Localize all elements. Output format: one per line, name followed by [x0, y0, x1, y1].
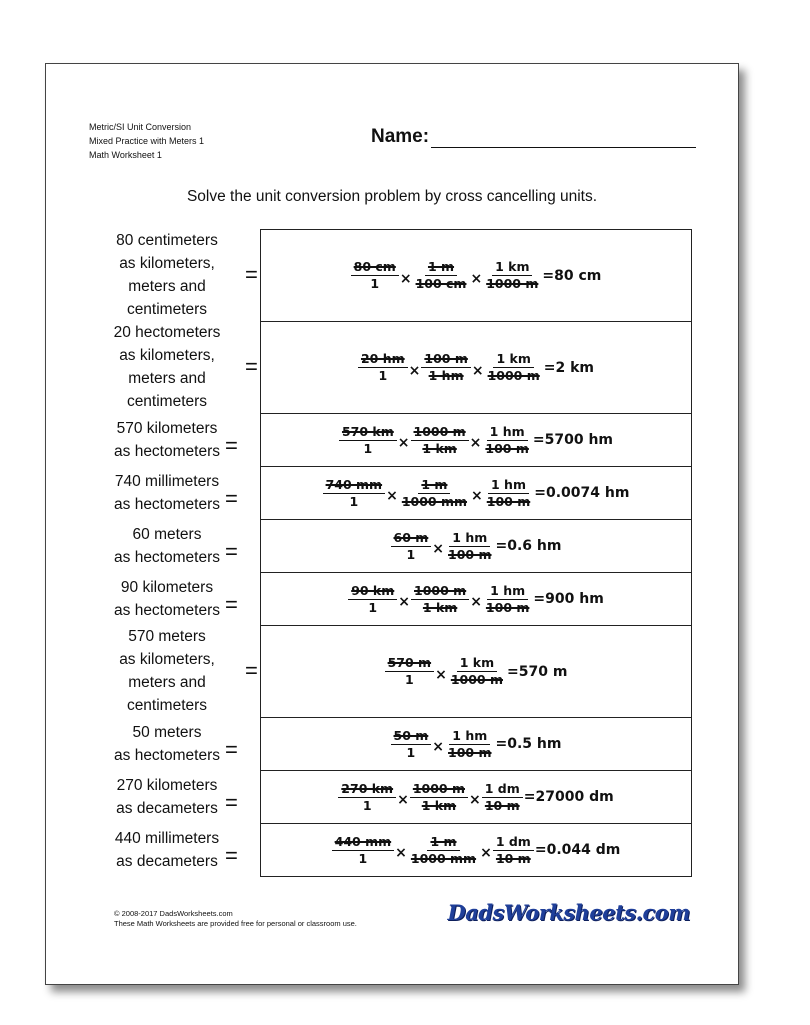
fraction-denominator: 1000 mm: [401, 493, 468, 509]
solution-box: [260, 229, 692, 322]
times-operator: ×: [471, 488, 483, 504]
fraction-numerator: 80 cm: [351, 259, 399, 276]
question-line: as decameters: [116, 852, 218, 870]
fraction-denominator: 100 cm: [415, 276, 467, 291]
question-line: centimeters: [126, 697, 208, 714]
problem-row: [46, 572, 738, 625]
solution-expression: [351, 259, 602, 292]
equals-sign: =: [225, 591, 238, 617]
solution-result: =2 km: [543, 359, 595, 376]
problem-question: [101, 321, 233, 413]
fraction-numerator: 100 m: [421, 351, 470, 368]
fraction: [482, 781, 523, 814]
question-line: 80 centimeters: [116, 232, 218, 249]
problem-question: [101, 576, 233, 622]
question-line: as kilometers,: [119, 651, 215, 668]
fraction-denominator: 10 m: [484, 797, 520, 813]
times-operator: ×: [397, 792, 409, 808]
fraction: [445, 530, 494, 563]
times-operator: ×: [432, 739, 445, 755]
equals-sign: =: [225, 538, 238, 564]
solution-box: [260, 625, 692, 718]
problem-question: [101, 721, 233, 767]
fraction-numerator: 1 m: [418, 477, 450, 494]
solution-result: =0.044 dm: [534, 842, 621, 858]
fraction: [408, 834, 479, 867]
fraction: [421, 351, 470, 384]
problem-row: [46, 229, 738, 321]
equals-sign: =: [225, 485, 238, 511]
solution-result: =5700 hm: [532, 432, 614, 448]
meta-line: Metric/SI Unit Conversion: [89, 122, 192, 132]
fraction-denominator: 1: [406, 744, 416, 760]
fraction-denominator: 100 m: [486, 493, 531, 509]
footer-copyright: © 2008-2017 DadsWorksheets.com: [114, 909, 233, 918]
solution-box: [260, 823, 692, 877]
times-operator: ×: [469, 435, 482, 451]
solution-result: =900 hm: [533, 591, 604, 607]
problem-row: [46, 823, 738, 876]
solution-box: [260, 519, 692, 573]
solution-result: =80 cm: [542, 267, 602, 284]
fraction-numerator: 1 km: [493, 351, 533, 368]
solution-result: =0.6 hm: [495, 538, 562, 554]
solution-result: =570 m: [506, 663, 568, 680]
fraction-denominator: 1: [370, 276, 380, 291]
fraction-numerator: 20 hm: [358, 351, 408, 368]
solution-expression: [391, 530, 562, 563]
worksheet-meta: [89, 120, 204, 162]
fraction-numerator: 440 mm: [332, 834, 395, 851]
question-line: 270 kilometers: [116, 776, 218, 794]
solution-expression: [339, 424, 613, 457]
solution-result: =27000 dm: [523, 789, 614, 805]
equals-sign: =: [245, 262, 258, 287]
question-line: 570 meters: [128, 628, 206, 645]
fraction-numerator: 270 km: [338, 781, 396, 798]
times-operator: ×: [435, 666, 447, 683]
fraction: [410, 781, 468, 814]
fraction-numerator: 1 hm: [449, 530, 490, 547]
fraction-numerator: 60 m: [391, 530, 432, 547]
question-line: meters and: [128, 278, 206, 295]
fraction-numerator: 90 km: [348, 583, 397, 600]
fraction-numerator: 740 mm: [323, 477, 386, 494]
problem-question: [101, 417, 233, 463]
solution-expression: [332, 834, 621, 867]
equals-sign: =: [225, 432, 238, 458]
fraction-numerator: 570 km: [339, 424, 397, 441]
question-line: 60 meters: [132, 525, 202, 543]
fraction: [323, 477, 386, 510]
problem-row: [46, 519, 738, 572]
problem-question: [101, 774, 233, 820]
footer: [114, 909, 357, 929]
solution-expression: [323, 477, 630, 510]
name-line: [431, 129, 696, 148]
fraction: [348, 583, 397, 616]
meta-line: Mixed Practice with Meters 1: [89, 136, 205, 146]
solution-box: [260, 717, 692, 771]
solution-expression: [338, 781, 613, 814]
times-operator: ×: [386, 488, 398, 504]
fraction-denominator: 100 m: [485, 599, 530, 615]
solution-result: =0.0074 hm: [534, 485, 630, 501]
fraction-numerator: 570 m: [385, 655, 434, 672]
fraction: [484, 477, 533, 510]
equals-sign: =: [245, 658, 258, 683]
times-operator: ×: [471, 362, 484, 379]
fraction-denominator: 1: [378, 368, 388, 383]
fraction-denominator: 1 km: [421, 797, 457, 813]
problem-question: [101, 827, 233, 873]
question-line: as hectometers: [114, 746, 220, 764]
fraction: [391, 530, 432, 563]
times-operator: ×: [470, 270, 483, 287]
equals-sign: =: [225, 736, 238, 762]
fraction-denominator: 1 hm: [428, 368, 464, 383]
fraction: [493, 834, 534, 867]
equals-sign: =: [225, 789, 238, 815]
times-operator: ×: [395, 845, 407, 861]
question-line: meters and: [128, 674, 206, 691]
fraction-denominator: 100 m: [448, 546, 492, 562]
fraction-denominator: 1 km: [422, 440, 457, 456]
problem-question: [101, 229, 233, 321]
fraction: [448, 655, 506, 688]
fraction: [358, 351, 408, 384]
question-line: centimeters: [126, 301, 208, 318]
question-line: 740 millimeters: [114, 472, 220, 490]
question-line: 90 kilometers: [120, 578, 214, 596]
fraction-denominator: 100 m: [485, 440, 529, 456]
fraction: [385, 655, 434, 688]
fraction-denominator: 1000 m: [450, 672, 503, 687]
fraction-numerator: 1 m: [427, 834, 459, 851]
fraction-numerator: 1 dm: [482, 781, 523, 798]
fraction: [483, 583, 532, 616]
fraction: [339, 424, 397, 457]
fraction-numerator: 1000 m: [411, 583, 469, 600]
fraction: [413, 259, 470, 292]
times-operator: ×: [470, 594, 482, 610]
solution-box: [260, 572, 692, 626]
question-line: as hectometers: [114, 442, 220, 460]
fraction-denominator: 1: [368, 599, 378, 615]
problem-question: [101, 625, 233, 717]
fraction: [411, 424, 469, 457]
fraction: [485, 351, 543, 384]
times-operator: ×: [399, 270, 412, 287]
solution-expression: [385, 655, 568, 688]
fraction-denominator: 1 km: [422, 599, 458, 615]
problem-question: [101, 470, 233, 516]
solution-box: [260, 413, 692, 467]
fraction: [482, 424, 531, 457]
equals-sign: =: [225, 842, 238, 868]
fraction-denominator: 1: [349, 493, 359, 509]
times-operator: ×: [432, 541, 445, 557]
fraction-numerator: 1000 m: [410, 781, 468, 798]
fraction: [351, 259, 399, 292]
fraction: [445, 728, 494, 761]
fraction-denominator: 1000 m: [487, 368, 540, 383]
meta-line: Math Worksheet 1: [89, 150, 162, 160]
solution-expression: [358, 351, 594, 384]
fraction-numerator: 1 km: [492, 259, 532, 276]
fraction-numerator: 1 hm: [449, 728, 490, 745]
problem-row: [46, 413, 738, 466]
site-logo: DadsWorksheets.com: [447, 900, 690, 925]
question-line: as decameters: [116, 799, 218, 817]
times-operator: ×: [480, 845, 492, 861]
fraction-denominator: 1000 mm: [410, 850, 477, 866]
fraction-denominator: 1: [362, 797, 372, 813]
fraction-denominator: 1: [358, 850, 368, 866]
question-line: 20 hectometers: [113, 324, 221, 341]
fraction-denominator: 1: [363, 440, 373, 456]
problem-row: [46, 466, 738, 519]
fraction-numerator: 1 dm: [493, 834, 534, 851]
fraction: [399, 477, 470, 510]
solution-expression: [348, 583, 604, 616]
fraction-denominator: 1: [406, 546, 416, 562]
question-line: as hectometers: [114, 548, 220, 566]
question-line: as kilometers,: [119, 347, 215, 364]
fraction: [411, 583, 469, 616]
fraction-denominator: 100 m: [448, 744, 492, 760]
fraction: [483, 259, 541, 292]
equals-sign: =: [245, 354, 258, 379]
fraction: [332, 834, 395, 867]
solution-box: [260, 321, 692, 414]
worksheet-page: [45, 63, 739, 985]
problem-row: [46, 625, 738, 717]
question-line: centimeters: [126, 393, 208, 410]
times-operator: ×: [408, 362, 421, 379]
question-line: as hectometers: [114, 601, 220, 619]
question-line: as kilometers,: [119, 255, 215, 272]
fraction-numerator: 1000 m: [411, 424, 469, 441]
times-operator: ×: [397, 435, 410, 451]
question-line: 50 meters: [132, 723, 202, 741]
fraction-numerator: 1 hm: [488, 477, 529, 494]
name-field: [371, 126, 696, 148]
fraction-numerator: 1 hm: [487, 424, 528, 441]
fraction-numerator: 1 m: [425, 259, 457, 276]
footer-note: These Math Worksheets are provided free for personal or classroom use.: [114, 919, 357, 928]
name-label: Name:: [371, 126, 430, 147]
solution-result: =0.5 hm: [495, 736, 562, 752]
fraction-numerator: 1 hm: [487, 583, 528, 600]
problem-row: [46, 770, 738, 823]
fraction: [391, 728, 432, 761]
fraction-denominator: 10 m: [495, 850, 531, 866]
fraction-denominator: 1000 m: [486, 276, 539, 291]
solution-box: [260, 466, 692, 520]
fraction-numerator: 50 m: [391, 728, 432, 745]
question-line: as hectometers: [114, 495, 220, 513]
fraction-denominator: 1: [404, 672, 414, 687]
problem-row: [46, 717, 738, 770]
question-line: 570 kilometers: [116, 419, 218, 437]
fraction-numerator: 1 km: [457, 655, 497, 672]
question-line: 440 millimeters: [114, 829, 220, 847]
problem-row: [46, 321, 738, 413]
problem-question: [101, 523, 233, 569]
solution-expression: [391, 728, 562, 761]
times-operator: ×: [469, 792, 481, 808]
times-operator: ×: [398, 594, 411, 610]
fraction: [338, 781, 396, 814]
solution-box: [260, 770, 692, 824]
instructions: Solve the unit conversion problem by cross cancelling units.: [186, 188, 598, 205]
question-line: meters and: [128, 370, 206, 387]
